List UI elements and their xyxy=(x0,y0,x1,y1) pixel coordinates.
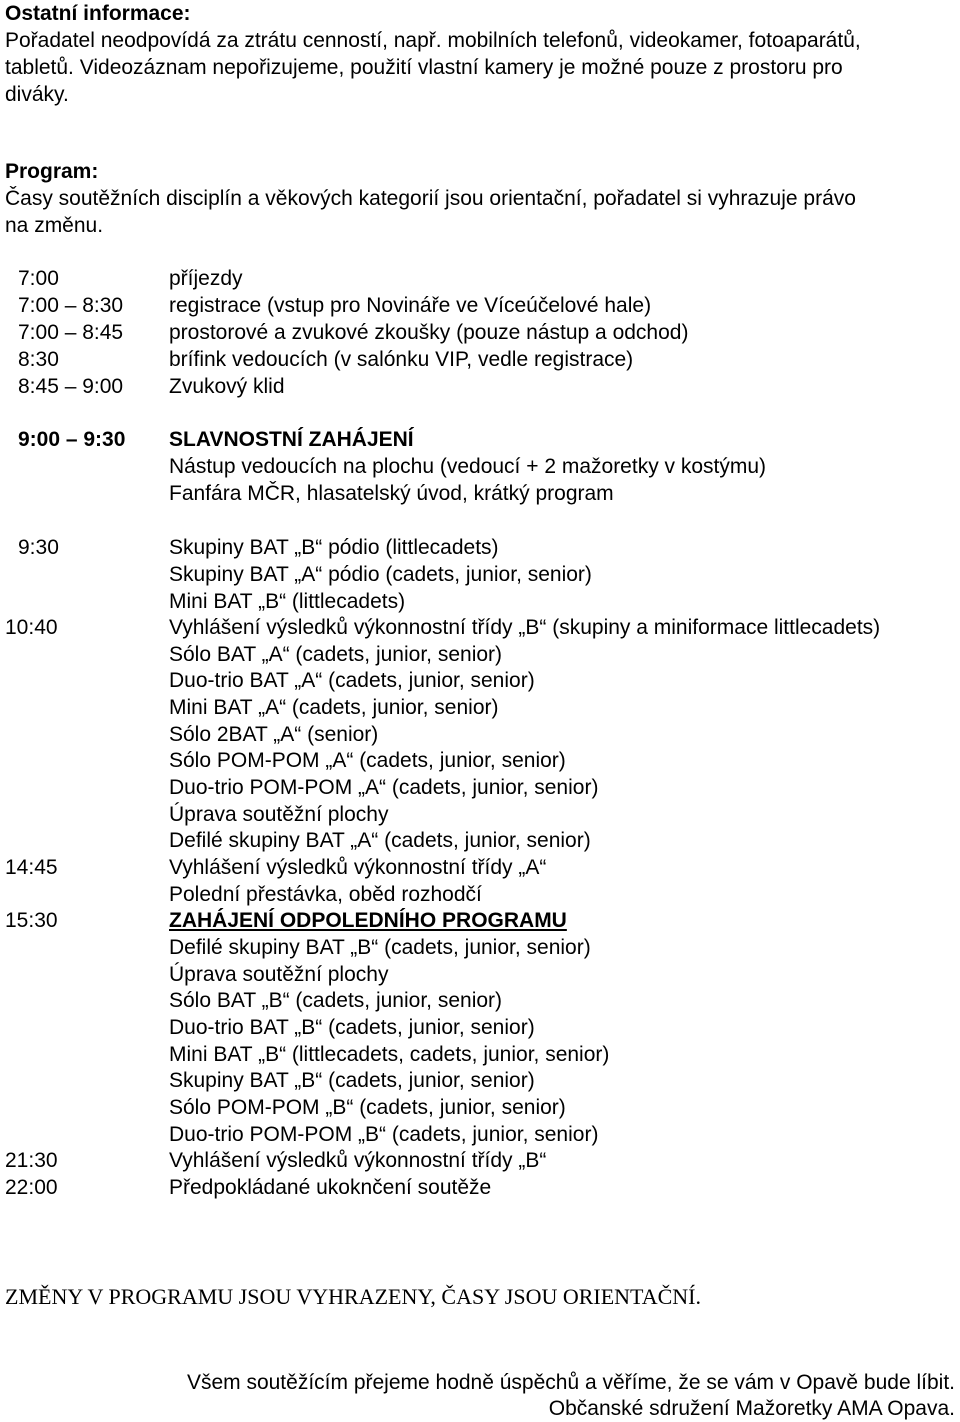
schedule-desc: Skupiny BAT „B“ pódio (littlecadets) xyxy=(169,536,499,559)
schedule-desc: Fanfára MČR, hlasatelský úvod, krátký program xyxy=(169,482,614,505)
schedule-time: 14:45 xyxy=(5,856,58,879)
schedule-time: 10:40 xyxy=(5,616,58,639)
schedule-desc: Skupiny BAT „A“ pódio (cadets, junior, senior) xyxy=(169,563,592,586)
organizer-signature: Občanské sdružení Mažoretky AMA Opava. xyxy=(548,1397,955,1420)
schedule-time: 7:00 – 8:45 xyxy=(18,321,124,344)
schedule-desc: příjezdy xyxy=(169,267,243,290)
schedule-desc: Předpokládané ukoknčení soutěže xyxy=(169,1176,492,1199)
schedule-desc: Mini BAT „B“ (littlecadets) xyxy=(169,590,406,613)
schedule-desc: Zvukový klid xyxy=(169,375,285,398)
schedule-desc: prostorové a zvukové zkoušky (pouze nástup a odchod) xyxy=(169,321,689,344)
schedule-desc: registrace (vstup pro Novináře ve Víceúčelové hale) xyxy=(169,294,652,317)
schedule-desc: Duo-trio POM-POM „B“ (cadets, junior, senior) xyxy=(169,1123,599,1146)
schedule-desc: Vyhlášení výsledků výkonnostní třídy „B“ (skupiny a miniformace littlecadets) xyxy=(169,616,881,639)
schedule-desc: Mini BAT „B“ (littlecadets, cadets, junior, senior) xyxy=(169,1043,610,1066)
closing-wishes: Všem soutěžícím přejeme hodně úspěchů a věříme, že se vám v Opavě bude líbit. xyxy=(186,1371,955,1394)
schedule-desc: Sólo 2BAT „A“ (senior) xyxy=(169,723,379,746)
other-info-heading: Ostatní informace: xyxy=(5,2,191,25)
schedule-time: 9:00 – 9:30 xyxy=(18,428,126,451)
schedule-desc: Skupiny BAT „B“ (cadets, junior, senior) xyxy=(169,1069,535,1092)
schedule-time: 7:00 xyxy=(18,267,59,290)
schedule-time: 9:30 xyxy=(18,536,59,559)
program-change-notice: ZMĚNY V PROGRAMU JSOU VYHRAZENY, ČASY JSOU ORIENTAČNÍ. xyxy=(5,1284,702,1309)
other-info-line: diváky. xyxy=(5,83,69,106)
schedule-time: 7:00 – 8:30 xyxy=(18,294,124,317)
schedule-desc: Nástup vedoucích na plochu (vedoucí + 2 mažoretky v kostýmu) xyxy=(169,455,767,478)
schedule-time: 21:30 xyxy=(5,1149,58,1172)
schedule-desc: Sólo BAT „B“ (cadets, junior, senior) xyxy=(169,989,503,1012)
schedule-desc: Defilé skupiny BAT „A“ (cadets, junior, senior) xyxy=(169,829,591,852)
schedule-desc: Úprava soutěžní plochy xyxy=(169,963,389,986)
schedule-desc: Vyhlášení výsledků výkonnostní třídy „B“ xyxy=(169,1149,547,1172)
schedule-desc: Sólo BAT „A“ (cadets, junior, senior) xyxy=(169,643,503,666)
schedule-desc: Duo-trio BAT „A“ (cadets, junior, senior) xyxy=(169,669,535,692)
schedule-time: 8:45 – 9:00 xyxy=(18,375,124,398)
schedule-desc: Vyhlášení výsledků výkonnostní třídy „A“ xyxy=(169,856,547,879)
program-note-line: na změnu. xyxy=(5,214,104,237)
schedule-desc: ZAHÁJENÍ ODPOLEDNÍHO PROGRAMU xyxy=(169,909,567,932)
other-info-line: tabletů. Videozáznam nepořizujeme, použití vlastní kamery je možné pouze z prostoru pro xyxy=(5,56,843,79)
schedule-desc: Sólo POM-POM „B“ (cadets, junior, senior) xyxy=(169,1096,566,1119)
schedule-desc: Mini BAT „A“ (cadets, junior, senior) xyxy=(169,696,499,719)
other-info-line: Pořadatel neodpovídá za ztrátu cenností, např. mobilních telefonů, videokamer, fotoaparátů, xyxy=(5,29,861,52)
schedule-desc: Úprava soutěžní plochy xyxy=(169,803,389,826)
schedule-desc: Sólo POM-POM „A“ (cadets, junior, senior) xyxy=(169,749,566,772)
schedule-desc: Polední přestávka, oběd rozhodčí xyxy=(169,883,482,906)
schedule-desc: SLAVNOSTNÍ ZAHÁJENÍ xyxy=(169,428,414,451)
schedule-time: 8:30 xyxy=(18,348,59,371)
schedule-desc: brífink vedoucích (v salónku VIP, vedle registrace) xyxy=(169,348,634,371)
program-heading: Program: xyxy=(5,160,99,183)
schedule-time: 22:00 xyxy=(5,1176,58,1199)
schedule-time: 15:30 xyxy=(5,909,58,932)
schedule-desc: Duo-trio POM-POM „A“ (cadets, junior, senior) xyxy=(169,776,599,799)
program-note-line: Časy soutěžních disciplín a věkových kategorií jsou orientační, pořadatel si vyhrazuje právo xyxy=(5,187,856,210)
schedule-desc: Duo-trio BAT „B“ (cadets, junior, senior) xyxy=(169,1016,535,1039)
schedule-desc: Defilé skupiny BAT „B“ (cadets, junior, senior) xyxy=(169,936,591,959)
